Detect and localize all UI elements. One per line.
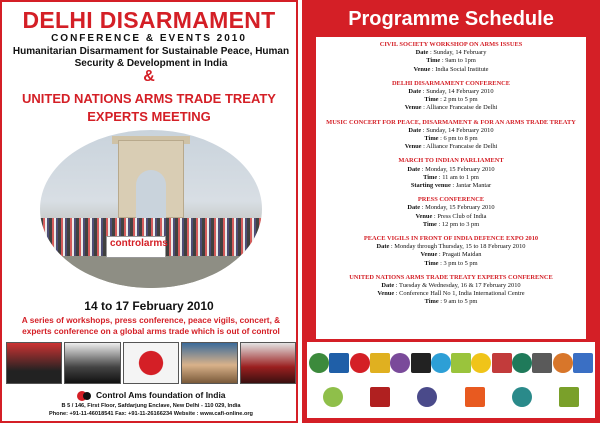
event-detail bbox=[316, 204, 586, 212]
contact-line: Phone: +91-11-46018541 Fax: +91-11-26166234 Website : www.cafi-online.org bbox=[49, 410, 253, 417]
event-detail bbox=[316, 174, 586, 182]
detail-value: 9 am to 5 pm bbox=[443, 298, 478, 306]
detail-separator: : bbox=[421, 126, 427, 134]
detail-separator: : bbox=[430, 65, 436, 73]
detail-value: Monday, 15 February 2010 bbox=[425, 165, 495, 173]
detail-value: 3 pm to 5 pm bbox=[443, 259, 478, 267]
partner-logo-icon bbox=[559, 387, 579, 407]
event-detail bbox=[316, 166, 586, 174]
detail-key: Date bbox=[408, 126, 422, 134]
event-heading: DELHI DISARMAMENT CONFERENCE bbox=[391, 79, 511, 87]
poster-tagline: Humanitarian Disarmament for Sustainable Peace, Human Security & Development in India bbox=[12, 46, 290, 69]
detail-value: 12 pm to 3 pm bbox=[441, 220, 480, 228]
event-heading: MUSIC CONCERT FOR PEACE, DISARMAMENT & FOR AN ARMS TRADE TREATY bbox=[326, 118, 576, 126]
detail-separator: : bbox=[428, 49, 434, 57]
partner-logo-icon bbox=[465, 387, 485, 407]
detail-key: Time bbox=[424, 259, 439, 267]
detail-value: Alliance Francaise de Delhi bbox=[426, 143, 498, 151]
detail-separator: : bbox=[438, 96, 444, 104]
photo-thumb bbox=[64, 342, 120, 384]
detail-value: Jantar Mantar bbox=[455, 182, 492, 190]
partner-logos bbox=[307, 342, 595, 418]
arch-opening bbox=[136, 170, 166, 218]
detail-key: Date bbox=[381, 282, 395, 290]
partner-logo-icon bbox=[532, 353, 552, 373]
event-detail bbox=[316, 57, 586, 65]
photo-thumb bbox=[123, 342, 179, 384]
partner-logo-icon bbox=[370, 353, 390, 373]
detail-key: Date bbox=[407, 165, 421, 173]
event-detail bbox=[316, 251, 586, 259]
detail-key: Time bbox=[426, 57, 441, 65]
ground bbox=[40, 256, 262, 288]
detail-key: Time bbox=[423, 173, 438, 181]
photo-thumb bbox=[6, 342, 62, 384]
partner-logo-icon bbox=[471, 353, 491, 373]
partner-logo-icon bbox=[512, 387, 532, 407]
detail-separator: : bbox=[438, 135, 444, 143]
event-detail bbox=[316, 143, 586, 151]
detail-separator: : bbox=[438, 259, 444, 267]
partner-logo-icon bbox=[431, 353, 451, 373]
detail-separator: : bbox=[432, 212, 438, 220]
detail-separator: : bbox=[420, 204, 426, 212]
detail-value: 11 am to 1 pm bbox=[442, 173, 479, 181]
organisation-name: Control Ams foundation of India bbox=[96, 390, 226, 400]
detail-value: India Social Institute bbox=[435, 65, 489, 73]
detail-value: 2 pm to 5 pm bbox=[443, 96, 478, 104]
event-detail bbox=[316, 182, 586, 190]
event-detail bbox=[316, 213, 586, 221]
detail-separator: : bbox=[437, 173, 443, 181]
event-detail bbox=[316, 282, 586, 290]
event-detail bbox=[316, 221, 586, 229]
detail-value: Monday through Thursday, 15 to 18 February 2010 bbox=[394, 243, 526, 251]
poster-right bbox=[302, 0, 600, 423]
detail-separator: : bbox=[438, 298, 444, 306]
detail-key: Time bbox=[424, 96, 439, 104]
detail-value: Monday, 15 February 2010 bbox=[425, 204, 495, 212]
schedule-list bbox=[316, 37, 586, 339]
partner-logo-icon bbox=[390, 353, 410, 373]
detail-key: Date bbox=[408, 88, 422, 96]
detail-key: Date bbox=[407, 204, 421, 212]
partner-logo-icon bbox=[309, 353, 329, 373]
event-detail bbox=[316, 104, 586, 112]
event-detail bbox=[316, 127, 586, 135]
event-detail bbox=[316, 66, 586, 74]
detail-key: Time bbox=[424, 298, 439, 306]
detail-key: Time bbox=[422, 220, 437, 228]
schedule-event bbox=[316, 41, 586, 74]
event-dates: 14 to 17 February 2010 bbox=[84, 299, 214, 313]
partner-logo-icon bbox=[492, 353, 512, 373]
poster-title: DELHI DISARMAMENT bbox=[22, 7, 276, 33]
organisation-address bbox=[6, 403, 296, 418]
partner-logo-icon bbox=[329, 353, 349, 373]
schedule-event bbox=[316, 235, 586, 268]
partner-logo-icon bbox=[350, 353, 370, 373]
partner-logo-icon bbox=[323, 387, 343, 407]
detail-separator: : bbox=[450, 182, 456, 190]
event-heading: UNITED NATIONS ARMS TRADE TREATY EXPERTS CONFERENCE bbox=[349, 273, 553, 281]
detail-key: Starting venue bbox=[410, 182, 451, 190]
detail-separator: : bbox=[440, 57, 446, 65]
address-line: B 5 / 146, First Floor, Safdarjung Enclave, New Delhi - 110 029, India bbox=[61, 403, 241, 409]
detail-value: Pragati Maidan bbox=[442, 251, 482, 259]
schedule-event bbox=[316, 274, 586, 307]
partner-logo-icon bbox=[417, 387, 437, 407]
detail-value: 9am to 1pm bbox=[445, 57, 476, 65]
event-detail bbox=[316, 260, 586, 268]
partner-logo-icon bbox=[411, 353, 431, 373]
event-description: A series of workshops, press conference, peace vigils, concert, & experts conference on a global arms trade which is out of control bbox=[21, 315, 281, 336]
poster-left bbox=[0, 0, 298, 423]
event-detail bbox=[316, 135, 586, 143]
detail-value: Tuesday & Wednesday, 16 & 17 February 2010 bbox=[399, 282, 521, 290]
detail-separator: : bbox=[389, 243, 395, 251]
photo-strip bbox=[6, 342, 296, 384]
un-meeting-heading: UNITED NATIONS ARMS TRADE TREATY EXPERTS MEETING bbox=[22, 91, 276, 124]
schedule-event bbox=[316, 157, 586, 190]
control-arms-logo-icon bbox=[76, 390, 92, 402]
detail-separator: : bbox=[436, 220, 442, 228]
detail-value: Conference Hall No 1, India International Centre bbox=[399, 290, 525, 298]
detail-separator: : bbox=[394, 282, 400, 290]
detail-separator: : bbox=[421, 88, 427, 96]
detail-value: Sunday, 14 February 2010 bbox=[426, 88, 494, 96]
detail-separator: : bbox=[420, 165, 426, 173]
detail-separator: : bbox=[421, 104, 427, 112]
detail-key: Venue bbox=[420, 251, 438, 259]
schedule-title: Programme Schedule bbox=[348, 8, 554, 30]
photo-thumb bbox=[181, 342, 237, 384]
partner-logo-icon bbox=[512, 353, 532, 373]
schedule-event bbox=[316, 80, 586, 113]
photo-thumb bbox=[240, 342, 296, 384]
detail-key: Venue bbox=[404, 104, 422, 112]
detail-value: Alliance Francaise de Delhi bbox=[426, 104, 498, 112]
detail-value: Sunday, 14 February 2010 bbox=[426, 126, 494, 134]
event-detail bbox=[316, 49, 586, 57]
event-heading: PRESS CONFERENCE bbox=[417, 196, 485, 204]
partner-logo-icon bbox=[553, 353, 573, 373]
schedule-event bbox=[316, 119, 586, 152]
detail-key: Venue bbox=[377, 290, 395, 298]
detail-key: Date bbox=[415, 49, 429, 57]
event-detail bbox=[316, 290, 586, 298]
partner-logo-icon bbox=[370, 387, 390, 407]
partner-logo-icon bbox=[573, 353, 593, 373]
event-heading: CIVIL SOCIETY WORKSHOP ON ARMS ISSUES bbox=[379, 41, 523, 48]
event-heading: PEACE VIGILS IN FRONT OF INDIA DEFENCE EXPO 2010 bbox=[363, 235, 539, 243]
banner-text: controlarms bbox=[110, 238, 168, 249]
poster-subtitle: CONFERENCE & EVENTS 2010 bbox=[51, 33, 247, 44]
event-detail bbox=[316, 88, 586, 96]
ampersand: & bbox=[143, 68, 155, 85]
event-detail bbox=[316, 243, 586, 251]
detail-separator: : bbox=[394, 290, 400, 298]
detail-separator: : bbox=[437, 251, 443, 259]
detail-key: Time bbox=[424, 135, 439, 143]
detail-key: Venue bbox=[404, 143, 422, 151]
detail-key: Venue bbox=[415, 212, 433, 220]
partner-logo-icon bbox=[451, 353, 471, 373]
detail-key: Date bbox=[376, 243, 390, 251]
detail-value: Press Club of India bbox=[437, 212, 487, 220]
india-gate-photo bbox=[40, 130, 262, 288]
event-heading: MARCH TO INDIAN PARLIAMENT bbox=[398, 157, 504, 165]
event-detail bbox=[316, 298, 586, 306]
schedule-event bbox=[316, 196, 586, 229]
detail-value: 6 pm to 8 pm bbox=[443, 135, 478, 143]
detail-separator: : bbox=[421, 143, 427, 151]
detail-value: Sunday, 14 February bbox=[433, 49, 487, 57]
detail-key: Venue bbox=[413, 65, 431, 73]
event-detail bbox=[316, 96, 586, 104]
